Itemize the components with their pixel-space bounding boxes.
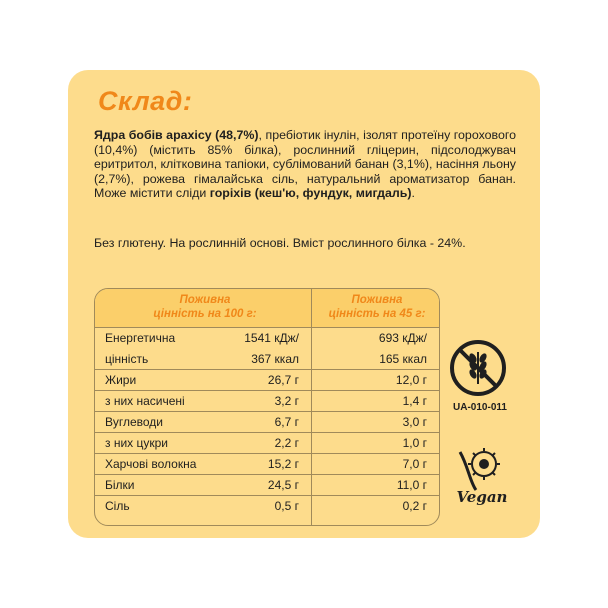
- nutrient-name: з них цукри: [105, 436, 168, 450]
- nutrient-value-100g: 24,5 г: [267, 478, 299, 492]
- header-per-100g-text: Поживна цінність на 100 г:: [153, 294, 257, 320]
- vegan-icon: [446, 442, 518, 508]
- composition-card: [68, 70, 540, 538]
- nutrition-row: [95, 496, 439, 516]
- nutrient-name: Білки: [105, 478, 135, 492]
- nutrition-row: [95, 391, 439, 412]
- nutrient-name: Вуглеводи: [105, 415, 164, 429]
- gluten-free-icon: [448, 338, 508, 398]
- nutrient-value-45g: 1,0 г: [402, 436, 427, 450]
- header-per-100g: [115, 293, 295, 321]
- nutrient-value-45g: 7,0 г: [402, 457, 427, 471]
- nutrient-value-45g: 165 ккал: [379, 352, 427, 366]
- ingredient-list: , пребіотик інулін, ізолят протеїну горохового (10,4%) (містить 85% білка), рослинний гліцерин, підсолоджувач еритритол, клітковина тапіоки, сублімований банан (3,1%), насіння льону (2,7%), рожева гімалайська сіль, натуральний ароматизатор банан. Може містити сліди: [94, 128, 516, 201]
- nutrition-row: [95, 349, 439, 370]
- nutrient-value-100g: 1541 кДж/: [244, 331, 299, 345]
- nutrition-table: [94, 288, 440, 526]
- composition-title: Склад:: [98, 86, 193, 116]
- nutrition-row: [95, 412, 439, 433]
- nutrient-name: Сіль: [105, 499, 130, 513]
- nutrition-table-header: [95, 289, 439, 328]
- nutrient-name: Харчові волокна: [105, 457, 197, 471]
- nutrient-value-45g: 12,0 г: [395, 373, 427, 387]
- nutrient-value-100g: 26,7 г: [267, 373, 299, 387]
- nutrient-value-45g: 693 кДж/: [378, 331, 427, 345]
- nutrient-name: Жири: [105, 373, 137, 387]
- ingredients-text: [94, 128, 516, 201]
- nutrient-value-100g: 2,2 г: [274, 436, 299, 450]
- nutrition-row: [95, 370, 439, 391]
- nutrient-value-100g: 0,5 г: [274, 499, 299, 513]
- nutrition-row: [95, 454, 439, 475]
- nutrition-row: [95, 328, 439, 348]
- nutrition-row: [95, 433, 439, 454]
- ingredient-main: Ядра бобів арахісу (48,7%): [94, 128, 259, 142]
- nutrient-value-100g: 6,7 г: [274, 415, 299, 429]
- nutrient-name: цінність: [105, 352, 149, 366]
- nutrient-value-45g: 3,0 г: [402, 415, 427, 429]
- header-per-45g-text: Поживна цінність на 45 г:: [328, 294, 426, 320]
- header-per-45g: [317, 293, 437, 321]
- allergen-nuts: горіхів (кеш'ю, фундук, мигдаль): [209, 186, 412, 201]
- dietary-note: Без глютену. На рослинній основі. Вміст рослинного білка - 24%.: [94, 236, 466, 250]
- vegan-label: Vegan: [456, 488, 508, 506]
- nutrient-value-100g: 367 ккал: [251, 352, 299, 366]
- nutrient-value-45g: 11,0 г: [396, 478, 427, 492]
- gluten-free-code: UA-010-011: [453, 402, 507, 413]
- nutrient-value-100g: 3,2 г: [274, 394, 299, 408]
- nutrient-value-45g: 1,4 г: [402, 394, 427, 408]
- nutrition-row: [95, 475, 439, 496]
- nutrient-name: Енергетична: [105, 331, 176, 345]
- nutrient-name: з них насичені: [105, 394, 185, 408]
- nutrient-value-45g: 0,2 г: [402, 499, 427, 513]
- ingredient-end: .: [411, 186, 415, 201]
- nutrient-value-100g: 15,2 г: [267, 457, 299, 471]
